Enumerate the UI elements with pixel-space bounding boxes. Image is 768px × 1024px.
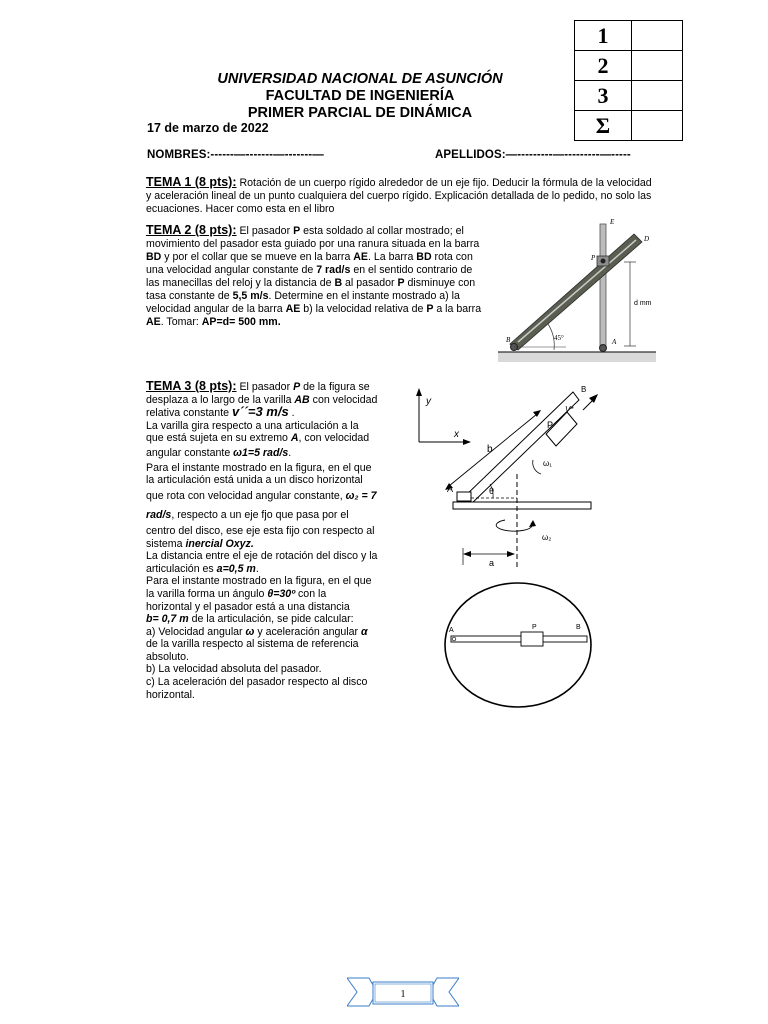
tema3-bold: A [290, 432, 299, 445]
tema3-line [146, 447, 396, 460]
tema3-text: angular constante [146, 446, 234, 459]
tema2-text: disminuye con tasa constante de [146, 277, 476, 302]
tema3-bold: ω₂ = 7 [345, 489, 377, 502]
tema3-line: La distancia entre el eje de rotación del disco y la [146, 550, 378, 563]
tema3-line: b) La velocidad absoluta del pasador. [146, 663, 322, 676]
tema1-block [146, 176, 656, 216]
disk-edge [453, 502, 591, 509]
tema2-figure [496, 216, 658, 364]
tema2-text: . Determine en el instante mostrado a) la velocidad angular de la barra [146, 290, 460, 315]
score-row [575, 21, 683, 51]
tema1-heading: TEMA 1 (8 pts): [146, 175, 237, 189]
tema2-text: al pasador [342, 277, 398, 289]
score-cell [632, 81, 683, 111]
tema3-line [146, 563, 396, 576]
velocity-arrowhead [589, 394, 598, 403]
tema2-text: . Tomar: [160, 316, 202, 328]
university-name: UNIVERSIDAD NACIONAL DE ASUNCIÓN [217, 71, 503, 87]
tema3-text: a) Velocidad angular [146, 625, 246, 638]
label-d: D [644, 235, 650, 243]
tema3-line: horizontal y el pasador está a una distancia [146, 600, 350, 613]
tema3-bold: rad/s [146, 509, 172, 522]
tema3-text: con velocidad [309, 393, 378, 406]
tema3-bold: a=0,5 m [216, 562, 256, 575]
tema3-text: relativa constante [146, 407, 232, 420]
label-b-dim: b [487, 444, 493, 455]
tema3-line [146, 626, 396, 639]
tema3-bold: v´´=3 m/s [231, 404, 289, 420]
tema2-bold: 7 rad/s [316, 264, 351, 276]
tema2-bold: AE [146, 316, 161, 328]
tema3-line: horizontal. [146, 688, 195, 701]
label-p: P [591, 254, 596, 262]
label-a: A [612, 338, 617, 346]
tema1-text: Rotación de un cuerpo rígido alrededor de un eje fijo. Deducir la fórmula de la velocidad y aceleración lineal de un punto cualquiera del cuerpo rígido. Explicación detallada de lo pedido, no solo las ecuaciones. Hacer como esta en el libro [146, 177, 652, 215]
bar-bd-slot [518, 240, 636, 342]
ground-hatch [498, 352, 656, 362]
tema3-bold: θ=30º [267, 587, 296, 600]
tema2-bold: AE [285, 303, 301, 315]
tema3-bold: α [360, 625, 368, 638]
tema2-text: rota con una velocidad angular constante de [146, 251, 473, 276]
tema3-line: Para el instante mostrado en la figura, en el que [146, 461, 372, 474]
tema2-text: en el sentido contrario de las manecillas del reloj y la distancia de [146, 264, 473, 289]
score-row [575, 81, 683, 111]
tema2-text: y por el collar que se mueve en la barra [161, 251, 354, 263]
score-cell [632, 21, 683, 51]
faculty-name: FACULTAD DE INGENIERÍA [265, 88, 455, 104]
tema3-text: sistema [146, 537, 186, 550]
tema2-text: b) la velocidad relativa de [300, 303, 427, 315]
hinge-top-view [452, 637, 456, 641]
pin-p [601, 259, 606, 264]
tema3-line: de la varilla respecto al sistema de referencia [146, 638, 359, 651]
tema3-text: , con velocidad [298, 432, 370, 445]
label-dim: d mm [634, 300, 652, 307]
tema3-text: . [288, 407, 295, 420]
tema3-line [146, 613, 396, 626]
rod-ab [463, 392, 579, 506]
tema3-line: La varilla gira respecto a una articulación a la [146, 419, 359, 432]
tema3-text: con la [295, 587, 327, 600]
tema2-text: . La barra [368, 251, 417, 263]
tema3-line [146, 432, 396, 445]
disc-top-view [445, 583, 591, 707]
tema3-line: centro del disco, ese eje esta fijo con respecto al [146, 524, 375, 537]
label-theta: θ [489, 486, 495, 496]
tema3-line: absoluto. [146, 650, 189, 663]
omega2-arrowhead [529, 520, 536, 527]
x-axis-arrow [463, 439, 471, 445]
tema3-bold: inercial Oxyz. [185, 537, 254, 550]
score-row [575, 51, 683, 81]
tema3-line [146, 406, 396, 420]
tema3-figure [405, 380, 600, 710]
score-label: 1 [575, 21, 632, 51]
tema3-line [146, 380, 396, 394]
tema3-bold: ω [245, 625, 255, 638]
tema3-text: . [288, 446, 292, 459]
tema3-text: y aceleración angular [254, 625, 361, 638]
tema2-bold: BD [146, 251, 162, 263]
tema3-bold: AB [294, 393, 310, 406]
tema3-line [146, 490, 396, 503]
score-cell [632, 51, 683, 81]
tema3-text: desplaza a lo largo de la varilla [146, 393, 295, 406]
label-omega1: ω₁ [543, 459, 552, 468]
tema2-heading: TEMA 2 (8 pts): [146, 223, 237, 237]
label-b-disc: B [576, 624, 581, 631]
names-field: NOMBRES:------—-------—-------— [147, 149, 324, 161]
tema3-heading: TEMA 3 (8 pts): [146, 379, 237, 393]
dim-a-arrow [463, 551, 471, 557]
label-y: y [426, 396, 431, 407]
tema3-text: que está sujeta en su extremo [146, 432, 291, 445]
label-b: B [506, 336, 511, 344]
tema2-text: El pasador [236, 225, 294, 237]
hinge [457, 492, 471, 501]
tema3-bold: ω1=5 rad/s [233, 446, 289, 459]
omega2-arc [496, 520, 532, 531]
tema3-text: , respecto a un eje fjo que pasa por el [171, 509, 349, 522]
tema2-text: a la barra [433, 303, 482, 315]
slider-top-view [521, 632, 543, 646]
omega1-arc [533, 460, 541, 474]
score-label: 3 [575, 81, 632, 111]
bar-ae [600, 224, 606, 348]
tema2-bold: AP=d= 500 mm. [201, 316, 281, 328]
label-b-top: B [581, 385, 587, 394]
tema3-line [146, 509, 396, 522]
tema2-block [146, 224, 488, 329]
label-a-top: A [447, 484, 454, 494]
dim-a-arrow [507, 551, 515, 557]
tema2-bold: BD [416, 251, 432, 263]
label-angle: 45° [554, 334, 564, 342]
tema3-text: . [255, 562, 259, 575]
label-v: V* [565, 405, 574, 414]
tema3-bold: P [293, 381, 301, 393]
tema3-block [146, 380, 396, 701]
rod-top-view [451, 636, 587, 642]
label-a-disc: A [449, 627, 454, 634]
tema3-text: El pasador [236, 381, 294, 393]
tema2-bold: P [426, 303, 434, 315]
tema3-bold: b= 0,7 m [146, 613, 189, 626]
label-p-disc: P [532, 624, 537, 631]
page-number: 1 [400, 989, 406, 1000]
score-table [574, 20, 683, 141]
surnames-field: APELLIDOS:—---------—---------—----- [435, 149, 631, 161]
label-e: E [610, 218, 615, 226]
tema3-line [146, 588, 396, 601]
tema3-line: Para el instante mostrado en la figura, en el que [146, 575, 372, 588]
tema2-bold: P [397, 277, 405, 289]
tema3-text: la varilla forma un ángulo [146, 587, 268, 600]
label-omega2: ω₂ [542, 533, 552, 542]
tema3-text: articulación es [146, 562, 217, 575]
y-axis-arrow [416, 388, 422, 396]
tema3-text: que rota con velocidad angular constante, [146, 489, 346, 502]
score-cell [632, 111, 683, 141]
score-label: 2 [575, 51, 632, 81]
tema3-line: c) La aceleración del pasador respecto al disco [146, 676, 368, 689]
tema3-line: la articulación está unida a un disco horizontal [146, 474, 363, 487]
tema2-bold: AE [353, 251, 368, 263]
score-label: Σ [575, 111, 632, 141]
exam-date: 17 de marzo de 2022 [147, 121, 269, 135]
tema2-bold: 5,5 m/s [232, 290, 269, 302]
label-a-dim: a [489, 558, 495, 568]
tema3-line [146, 538, 396, 551]
tema2-text: esta soldado al collar mostrado; el movimiento del pasador esta guiado por una ranura situada en la barra [146, 225, 480, 250]
tema2-bold: B [334, 277, 343, 289]
label-p-top: P [547, 420, 554, 430]
tema3-text: de la figura se [300, 381, 370, 393]
tema3-text: de la articulación, se pide calcular: [188, 613, 354, 626]
score-row [575, 111, 683, 141]
tema2-bold: P [293, 225, 301, 237]
exam-title: PRIMER PARCIAL DE DINÁMICA [247, 105, 473, 121]
page-number-badge [347, 974, 459, 1010]
pivot-a [600, 345, 607, 352]
label-x: x [454, 429, 459, 440]
